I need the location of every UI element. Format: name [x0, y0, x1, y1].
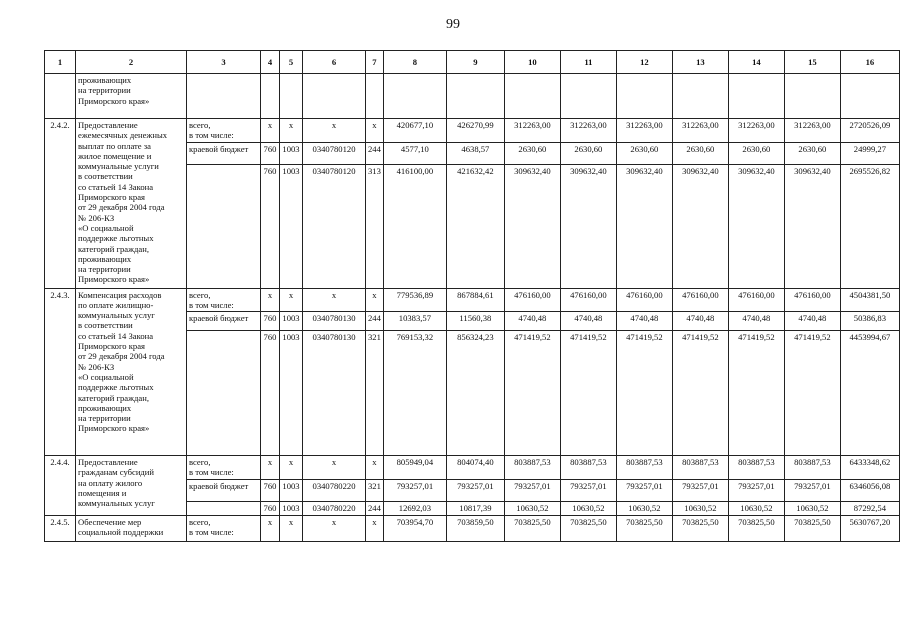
- empty-cell: [728, 74, 784, 119]
- page-number: 99: [446, 17, 460, 32]
- funding-source: всего, в том числе:: [187, 119, 261, 143]
- year-value: 793257,01: [616, 479, 672, 501]
- year-value: 793257,01: [672, 479, 728, 501]
- column-number: 6: [303, 51, 366, 74]
- target-article-code: x: [303, 288, 366, 312]
- expense-type-code: 244: [366, 142, 384, 164]
- grbs-code: 760: [261, 164, 280, 288]
- grbs-code: x: [261, 288, 280, 312]
- expense-type-code: x: [366, 456, 384, 480]
- empty-cell: [560, 74, 616, 119]
- year-value: 471419,52: [728, 331, 784, 456]
- year-value: 421632,42: [446, 164, 504, 288]
- year-value: 309632,40: [560, 164, 616, 288]
- grbs-code: 760: [261, 312, 280, 331]
- year-value: 416100,00: [383, 164, 446, 288]
- section-code: 1003: [280, 142, 303, 164]
- total-value: 2695526,82: [840, 164, 899, 288]
- year-value: 12692,03: [383, 501, 446, 515]
- year-value: 4638,57: [446, 142, 504, 164]
- empty-cell: [446, 74, 504, 119]
- column-number: 4: [261, 51, 280, 74]
- year-value: 803887,53: [784, 456, 840, 480]
- year-value: 2630,60: [504, 142, 560, 164]
- column-number: 15: [784, 51, 840, 74]
- year-value: 10630,52: [560, 501, 616, 515]
- column-number: 1: [45, 51, 76, 74]
- year-value: 793257,01: [446, 479, 504, 501]
- year-value: 4577,10: [383, 142, 446, 164]
- empty-cell: [280, 74, 303, 119]
- funding-source: всего, в том числе:: [187, 515, 261, 541]
- empty-cell: [261, 74, 280, 119]
- column-number: 11: [560, 51, 616, 74]
- grbs-code: 760: [261, 479, 280, 501]
- year-value: 804074,40: [446, 456, 504, 480]
- target-article-code: x: [303, 456, 366, 480]
- total-value: 50386,83: [840, 312, 899, 331]
- year-value: 867884,61: [446, 288, 504, 312]
- target-article-code: 0340780120: [303, 164, 366, 288]
- empty-cell: [672, 74, 728, 119]
- expense-type-code: 313: [366, 164, 384, 288]
- year-value: 803887,53: [560, 456, 616, 480]
- year-value: 703825,50: [784, 515, 840, 541]
- empty-cell: [187, 74, 261, 119]
- year-value: 803887,53: [672, 456, 728, 480]
- year-value: 4740,48: [672, 312, 728, 331]
- year-value: 769153,32: [383, 331, 446, 456]
- total-value: 87292,54: [840, 501, 899, 515]
- year-value: 10630,52: [616, 501, 672, 515]
- year-value: 856324,23: [446, 331, 504, 456]
- year-value: 703825,50: [616, 515, 672, 541]
- total-value: 5630767,20: [840, 515, 899, 541]
- total-value: 4453994,67: [840, 331, 899, 456]
- year-value: 10630,52: [784, 501, 840, 515]
- year-value: 793257,01: [784, 479, 840, 501]
- target-article-code: x: [303, 119, 366, 143]
- year-value: 703825,50: [504, 515, 560, 541]
- year-value: 312263,00: [616, 119, 672, 143]
- year-value: 309632,40: [672, 164, 728, 288]
- year-value: 10630,52: [728, 501, 784, 515]
- column-number: 9: [446, 51, 504, 74]
- section-code: 1003: [280, 312, 303, 331]
- year-value: 312263,00: [672, 119, 728, 143]
- year-value: 703859,50: [446, 515, 504, 541]
- empty-cell: [383, 74, 446, 119]
- column-number: 12: [616, 51, 672, 74]
- column-number: 5: [280, 51, 303, 74]
- total-value: 2720526,09: [840, 119, 899, 143]
- year-value: 312263,00: [784, 119, 840, 143]
- year-value: 703825,50: [728, 515, 784, 541]
- section-code: 1003: [280, 331, 303, 456]
- expense-type-code: x: [366, 515, 384, 541]
- year-value: 476160,00: [560, 288, 616, 312]
- year-value: 10383,57: [383, 312, 446, 331]
- column-numbers-row: [45, 51, 900, 74]
- target-article-code: 0340780120: [303, 142, 366, 164]
- expense-type-code: x: [366, 119, 384, 143]
- funding-source: краевой бюджет: [187, 312, 261, 331]
- year-value: 309632,40: [504, 164, 560, 288]
- year-value: 793257,01: [504, 479, 560, 501]
- year-value: 803887,53: [504, 456, 560, 480]
- year-value: 476160,00: [784, 288, 840, 312]
- target-article-code: 0340780220: [303, 479, 366, 501]
- year-value: 476160,00: [616, 288, 672, 312]
- funding-source: всего, в том числе:: [187, 456, 261, 480]
- column-number: 13: [672, 51, 728, 74]
- section-code: x: [280, 288, 303, 312]
- item-number: 2.4.3.: [45, 288, 76, 456]
- year-value: 471419,52: [616, 331, 672, 456]
- table-row: [45, 119, 900, 143]
- empty-cell: [840, 74, 899, 119]
- expense-type-code: 244: [366, 501, 384, 515]
- item-number: 2.4.2.: [45, 119, 76, 289]
- year-value: 793257,01: [560, 479, 616, 501]
- year-value: 805949,04: [383, 456, 446, 480]
- column-number: 10: [504, 51, 560, 74]
- target-article-code: 0340780130: [303, 331, 366, 456]
- year-value: 426270,99: [446, 119, 504, 143]
- year-value: 309632,40: [728, 164, 784, 288]
- target-article-code: 0340780130: [303, 312, 366, 331]
- grbs-code: 760: [261, 142, 280, 164]
- funding-source: краевой бюджет: [187, 479, 261, 501]
- item-number: 2.4.5.: [45, 515, 76, 541]
- year-value: 793257,01: [728, 479, 784, 501]
- total-value: 6346056,08: [840, 479, 899, 501]
- empty-cell: [303, 74, 366, 119]
- year-value: 11560,38: [446, 312, 504, 331]
- year-value: 703825,50: [560, 515, 616, 541]
- item-description: Предоставление ежемесячных денежных выплат по оплате за жилое помещение и коммунальные услуги в соответствии со статьей 14 Закона Приморского края от 29 декабря 2004 года № 206-КЗ «О социальной поддержке льготных категорий граждан, проживающих на территории Приморского края»: [76, 119, 187, 289]
- year-value: 309632,40: [784, 164, 840, 288]
- year-value: 10630,52: [672, 501, 728, 515]
- continuation-row: [45, 74, 900, 119]
- item-description: Обеспечение мер социальной поддержки: [76, 515, 187, 541]
- year-value: 476160,00: [728, 288, 784, 312]
- year-value: 471419,52: [560, 331, 616, 456]
- year-value: 4740,48: [504, 312, 560, 331]
- year-value: 10817,39: [446, 501, 504, 515]
- table-row: [45, 456, 900, 480]
- year-value: 4740,48: [728, 312, 784, 331]
- year-value: 420677,10: [383, 119, 446, 143]
- expense-type-code: 244: [366, 312, 384, 331]
- year-value: 471419,52: [672, 331, 728, 456]
- expense-type-code: x: [366, 288, 384, 312]
- table-row: [45, 515, 900, 541]
- budget-table: [44, 50, 900, 542]
- year-value: 4740,48: [616, 312, 672, 331]
- item-number: 2.4.4.: [45, 456, 76, 516]
- funding-source: [187, 501, 261, 515]
- year-value: 476160,00: [672, 288, 728, 312]
- expense-type-code: 321: [366, 331, 384, 456]
- year-value: 476160,00: [504, 288, 560, 312]
- year-value: 703825,50: [672, 515, 728, 541]
- year-value: 2630,60: [728, 142, 784, 164]
- column-number: 8: [383, 51, 446, 74]
- total-value: 6433348,62: [840, 456, 899, 480]
- year-value: 2630,60: [560, 142, 616, 164]
- year-value: 2630,60: [672, 142, 728, 164]
- total-value: 24999,27: [840, 142, 899, 164]
- column-number: 14: [728, 51, 784, 74]
- year-value: 312263,00: [560, 119, 616, 143]
- section-code: 1003: [280, 479, 303, 501]
- year-value: 4740,48: [784, 312, 840, 331]
- item-description: Предоставление гражданам субсидий на оплату жилого помещения и коммунальных услуг: [76, 456, 187, 516]
- column-number: 16: [840, 51, 899, 74]
- section-code: 1003: [280, 164, 303, 288]
- section-code: 1003: [280, 501, 303, 515]
- year-value: 803887,53: [728, 456, 784, 480]
- year-value: 309632,40: [616, 164, 672, 288]
- empty-cell: [784, 74, 840, 119]
- section-code: x: [280, 119, 303, 143]
- target-article-code: 0340780220: [303, 501, 366, 515]
- total-value: 4504381,50: [840, 288, 899, 312]
- continuation-text: проживающих на территории Приморского края»: [76, 74, 187, 119]
- funding-source: всего, в том числе:: [187, 288, 261, 312]
- grbs-code: 760: [261, 501, 280, 515]
- year-value: 2630,60: [784, 142, 840, 164]
- column-number: 2: [76, 51, 187, 74]
- target-article-code: x: [303, 515, 366, 541]
- year-value: 4740,48: [560, 312, 616, 331]
- year-value: 793257,01: [383, 479, 446, 501]
- grbs-code: 760: [261, 331, 280, 456]
- funding-source: краевой бюджет: [187, 142, 261, 164]
- section-code: x: [280, 456, 303, 480]
- year-value: 2630,60: [616, 142, 672, 164]
- year-value: 312263,00: [728, 119, 784, 143]
- item-description: Компенсация расходов по оплате жилищно- коммунальных услуг в соответствии со статьей 14 Закона Приморского края от 29 декабря 2004 года № 206-КЗ «О социальной поддержке льготных категорий граждан, проживающих на территории Приморского края»: [76, 288, 187, 456]
- year-value: 779536,89: [383, 288, 446, 312]
- column-number: 3: [187, 51, 261, 74]
- grbs-code: x: [261, 119, 280, 143]
- year-value: 471419,52: [504, 331, 560, 456]
- funding-source: [187, 331, 261, 456]
- column-number: 7: [366, 51, 384, 74]
- empty-cell: [504, 74, 560, 119]
- table-row: [45, 288, 900, 312]
- year-value: 312263,00: [504, 119, 560, 143]
- funding-source: [187, 164, 261, 288]
- year-value: 703954,70: [383, 515, 446, 541]
- year-value: 471419,52: [784, 331, 840, 456]
- year-value: 10630,52: [504, 501, 560, 515]
- grbs-code: x: [261, 456, 280, 480]
- expense-type-code: 321: [366, 479, 384, 501]
- empty-cell: [45, 74, 76, 119]
- year-value: 803887,53: [616, 456, 672, 480]
- empty-cell: [616, 74, 672, 119]
- section-code: x: [280, 515, 303, 541]
- empty-cell: [366, 74, 384, 119]
- grbs-code: x: [261, 515, 280, 541]
